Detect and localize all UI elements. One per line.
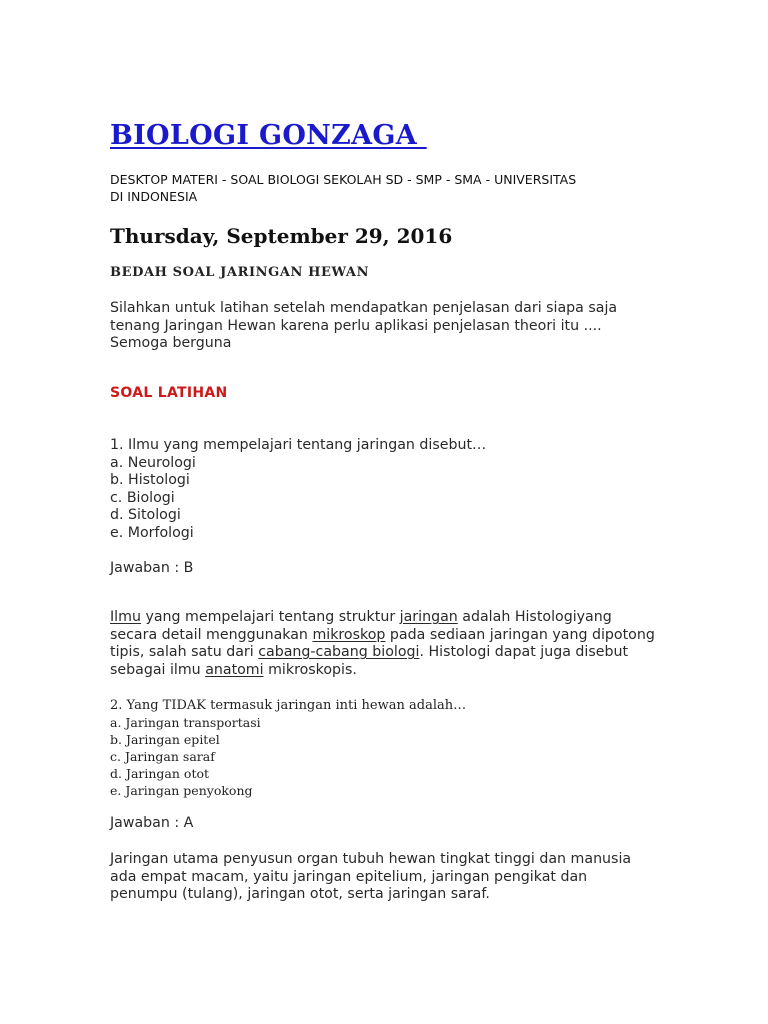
option-e: e. Morfologi [110,524,194,541]
option-b: b. Jaringan epitel [110,732,220,747]
option-d: d. Sitologi [110,507,181,524]
option-e: e. Jaringan penyokong [110,783,253,798]
link-anatomi[interactable]: anatomi [205,661,264,678]
question-2 [110,697,466,799]
blog-description: DESKTOP MATERI - SOAL BIOLOGI SEKOLAH SD - SMP - SMA - UNIVERSITAS DI INDONESIA [110,172,577,204]
explanation-text: adalah Histologiyang secara detail menggunakan [110,609,612,643]
option-a: a. Neurologi [110,454,196,471]
section-heading: SOAL LATIHAN [110,385,228,401]
explanation-1 [110,609,655,679]
question-text: 1. Ilmu yang mempelajari tentang jaringan disebut… [110,437,487,453]
option-b: b. Histologi [110,472,190,489]
explanation-text: yang mempelajari tentang struktur [140,609,400,625]
question-text: 2. Yang TIDAK termasuk jaringan inti hewan adalah… [110,698,467,713]
explanation-text: pada sediaan jaringan yang dipotong tipis, salah satu dari [110,626,655,661]
answer-2: Jawaban : A [110,815,194,831]
link-mikroskop[interactable]: mikroskop [312,626,386,643]
explanation-text: mikroskopis. [263,661,357,678]
blog-title-link[interactable]: BIOLOGI GONZAGA [110,120,427,151]
link-jaringan[interactable]: jaringan [399,609,458,625]
option-a: a. Jaringan transportasi [110,715,261,730]
post-title: BEDAH SOAL JARINGAN HEWAN [110,265,370,280]
option-d: d. Jaringan otot [110,766,210,781]
post-intro: Silahkan untuk latihan setelah mendapatkan penjelasan dari siapa saja tenang Jaringan Hewan karena perlu aplikasi penjelasan theori itu .... Semoga berguna [110,300,618,352]
option-c: c. Jaringan saraf [110,749,215,764]
link-ilmu[interactable]: Ilmu [110,609,141,625]
question-1 [110,437,486,543]
answer-1: Jawaban : B [110,560,194,576]
explanation-2: Jaringan utama penyusun organ tubuh hewan tingkat tinggi dan manusia ada empat macam, yaitu jaringan epitelium, jaringan pengikat dan penumpu (tulang), jaringan otot, serta jaringan saraf. [110,851,632,903]
link-cabang-biologi[interactable]: cabang-cabang biologi [258,644,420,661]
option-c: c. Biologi [110,489,175,506]
explanation-text: . Histologi dapat juga disebut sebagai ilmu [110,644,629,678]
post-date: Thursday, September 29, 2016 [110,224,453,248]
